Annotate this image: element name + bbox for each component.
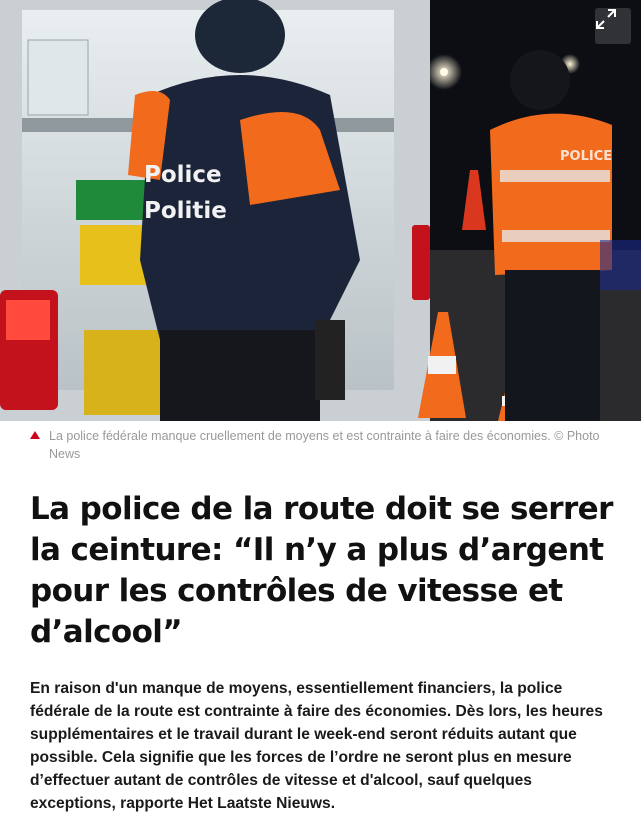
expand-arrows-icon [595,8,617,30]
image-caption [0,421,641,465]
expand-image-button[interactable] [595,8,631,44]
article-headline: La police de la route doit se serrer la ceinture: “Il n’y a plus d’argent pour les contrôles de vitesse et d’alcool” [30,491,613,650]
vest-label-police: Police [144,162,222,188]
reflective-label: POLICE [560,149,613,164]
article-lead: En raison d'un manque de moyens, essentiellement financiers, la police fédérale de la route est contrainte à faire des économies. Dès lors, les heures supplémentaires et le travail durant le week-end seront réduits autant que possible. Cela signifie que les forces de l’ordre ne seront plus en mesure d’effectuer autant de contrôles de vitesse et d'alcool, sauf quelques exceptions, rapporte Het Laatste Nieuws. [30,680,603,812]
vest-label-politie: Politie [144,198,227,224]
triangle-up-icon [30,431,40,439]
caption-text: La police fédérale manque cruellement de moyens et est contrainte à faire des économies. © Photo News [49,429,600,461]
